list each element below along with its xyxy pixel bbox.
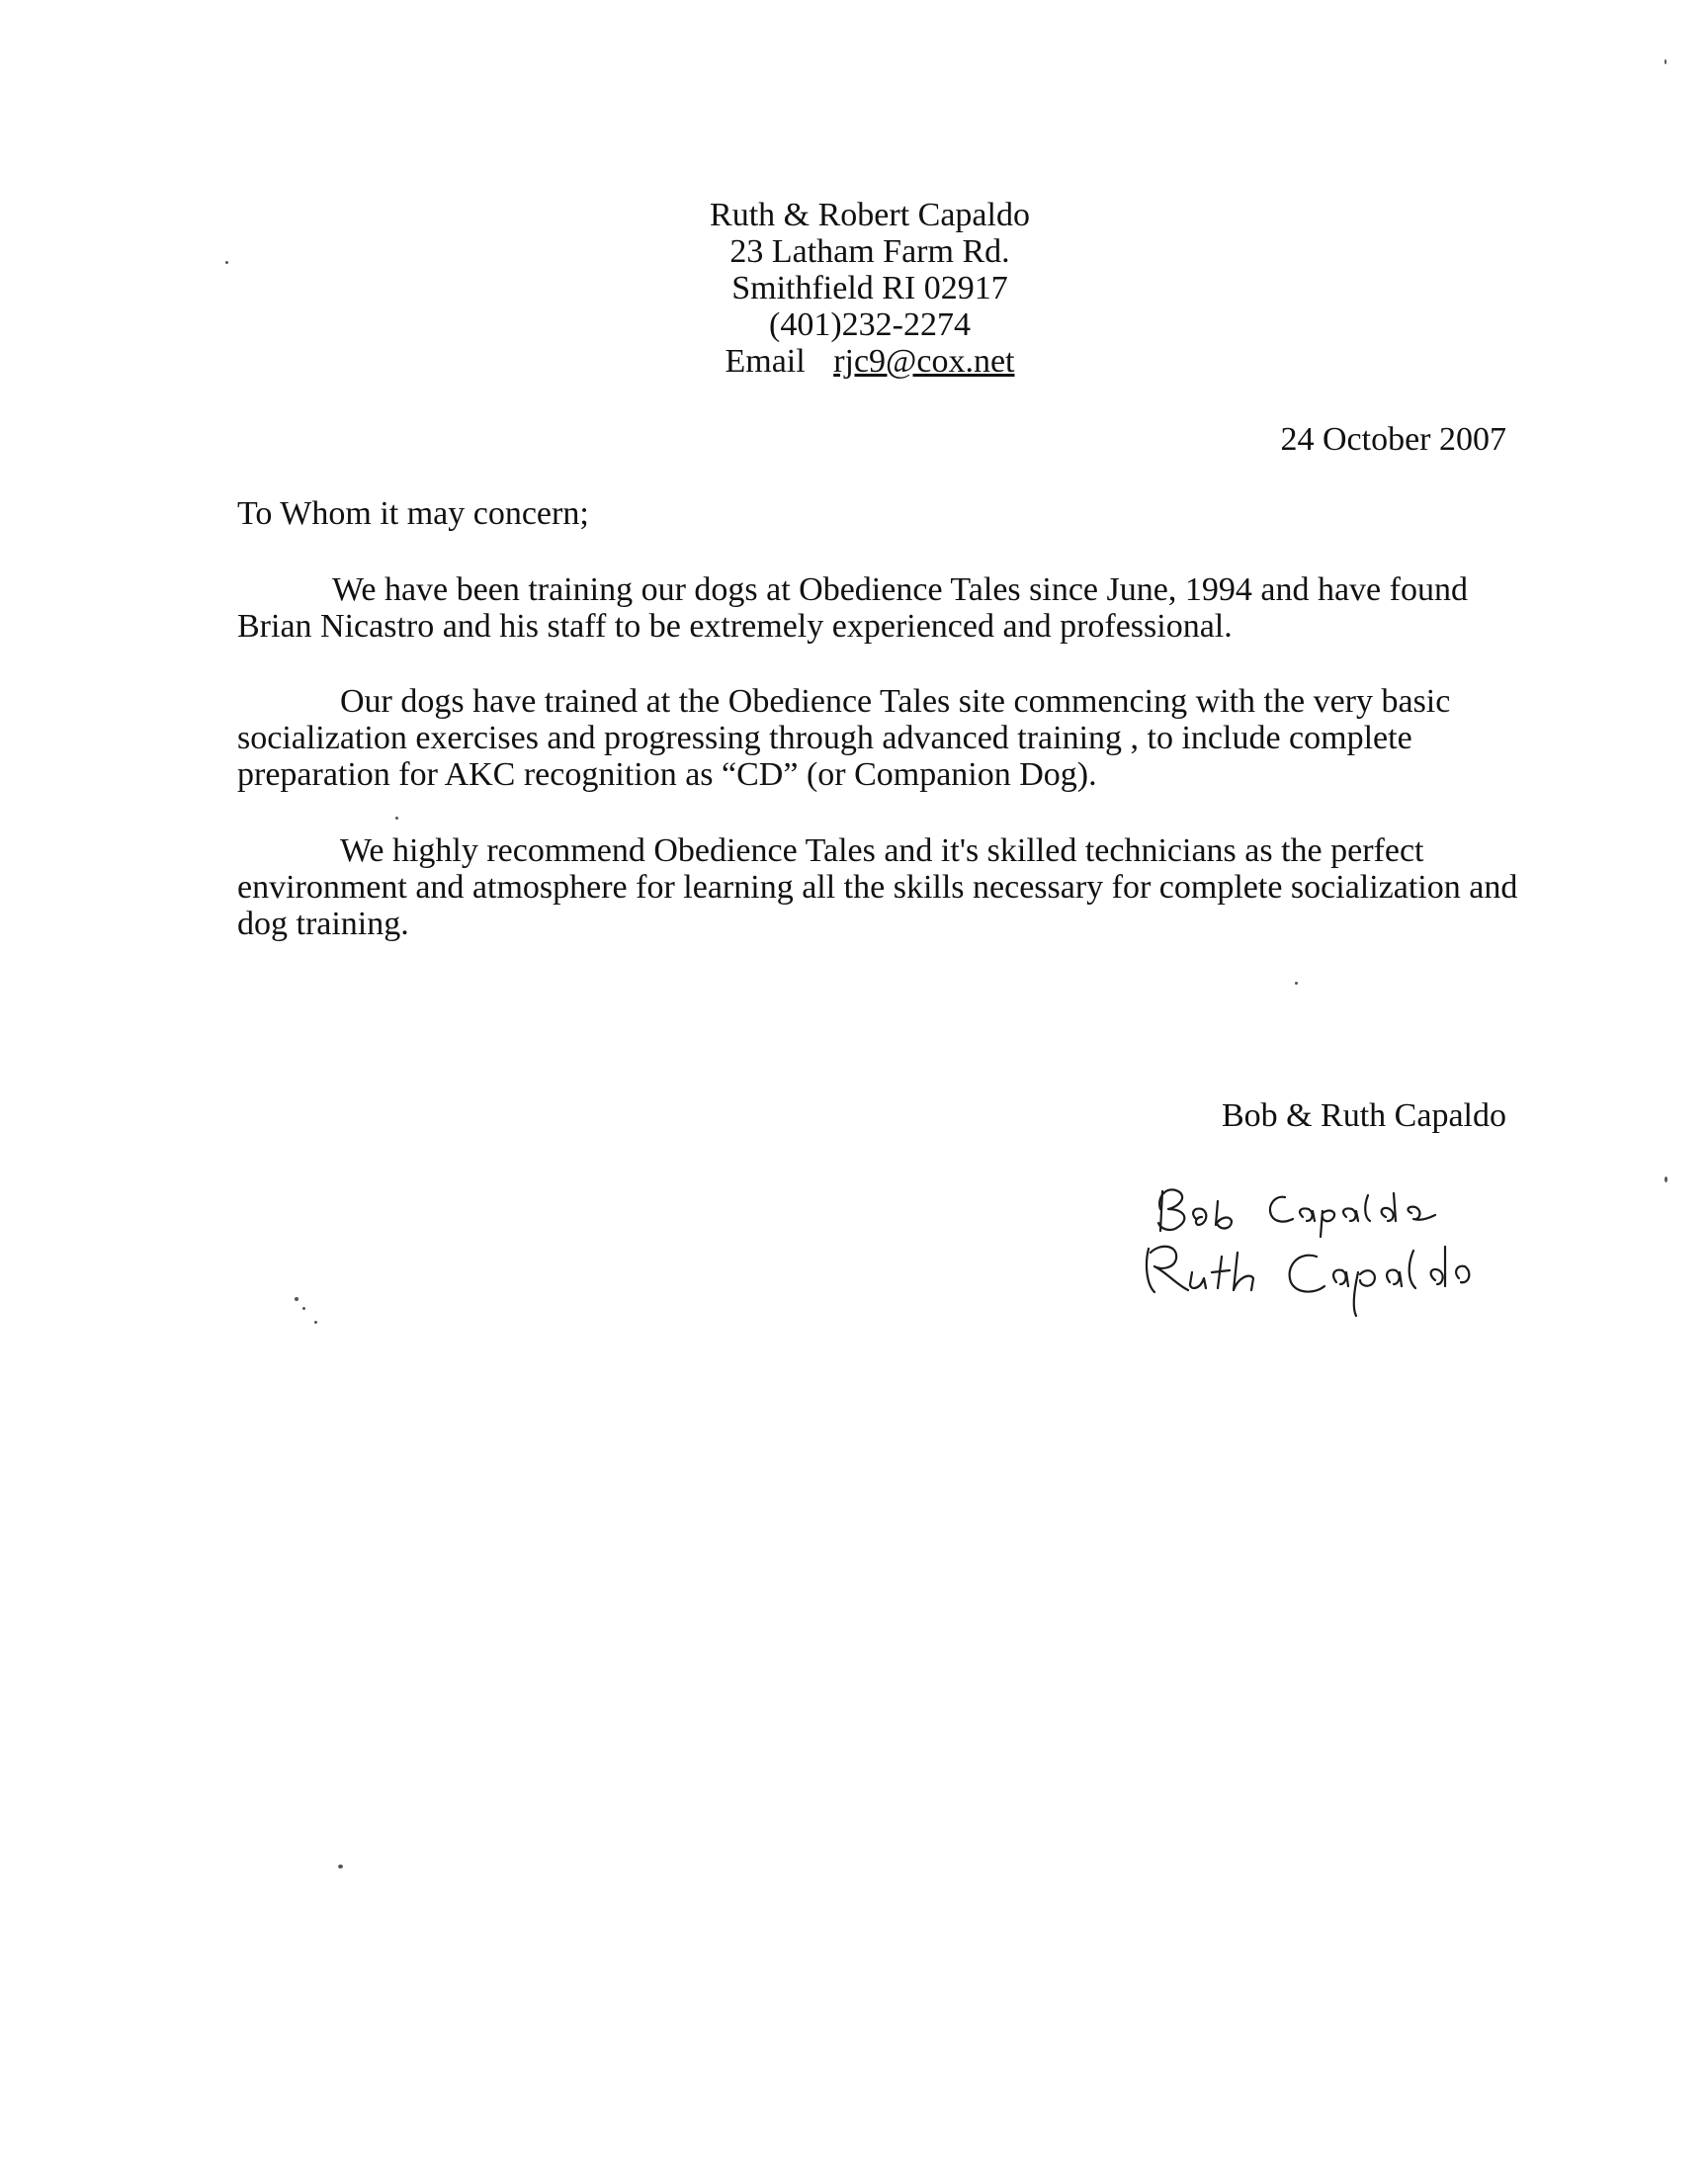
paragraph-3-line-3: dog training. [237,906,409,942]
sender-city: Smithfield RI 02917 [731,270,1008,306]
letterhead [652,197,1087,380]
scan-speck [1665,59,1666,64]
signature-drawing [1127,1162,1542,1320]
paragraph-2 [237,683,1512,793]
scan-speck [314,1321,317,1324]
paragraph-2-line-1: Our dogs have trained at the Obedience Tales site commencing with the very basic [340,683,1451,720]
handwritten-signature [1127,1162,1542,1320]
email-address: rjc9@cox.net [833,343,1015,380]
paragraph-1-line-1: We have been training our dogs at Obedience Tales since June, 1994 and have found [332,571,1468,608]
paragraph-3 [237,832,1518,942]
salutation: To Whom it may concern; [237,495,589,532]
paragraph-1 [237,571,1512,645]
letter-date: 24 October 2007 [1280,421,1506,458]
email-label: Email [725,343,806,380]
paragraph-2-line-3: preparation for AKC recognition as “CD” (or Companion Dog). [237,756,1097,793]
scan-speck [295,1297,299,1301]
sender-names: Ruth & Robert Capaldo [710,197,1030,233]
sender-street: 23 Latham Farm Rd. [729,233,1010,270]
scan-speck [302,1307,305,1310]
paragraph-1-line-2: Brian Nicastro and his staff to be extremely experienced and professional. [237,608,1233,645]
closing-names: Bob & Ruth Capaldo [1221,1097,1506,1134]
paragraph-3-line-1: We highly recommend Obedience Tales and it's skilled technicians as the perfect [340,832,1424,869]
scan-speck [338,1865,343,1868]
scan-speck [1665,1176,1667,1182]
paragraph-3-line-2: environment and atmosphere for learning all the skills necessary for complete socialization and [237,869,1518,906]
sender-phone: (401)232-2274 [769,306,971,343]
paragraph-2-line-2: socialization exercises and progressing through advanced training , to include complete [237,720,1412,756]
scan-speck [1295,982,1298,985]
scan-speck [225,261,228,264]
scan-speck [395,817,398,820]
sender-email-row [652,343,1087,380]
